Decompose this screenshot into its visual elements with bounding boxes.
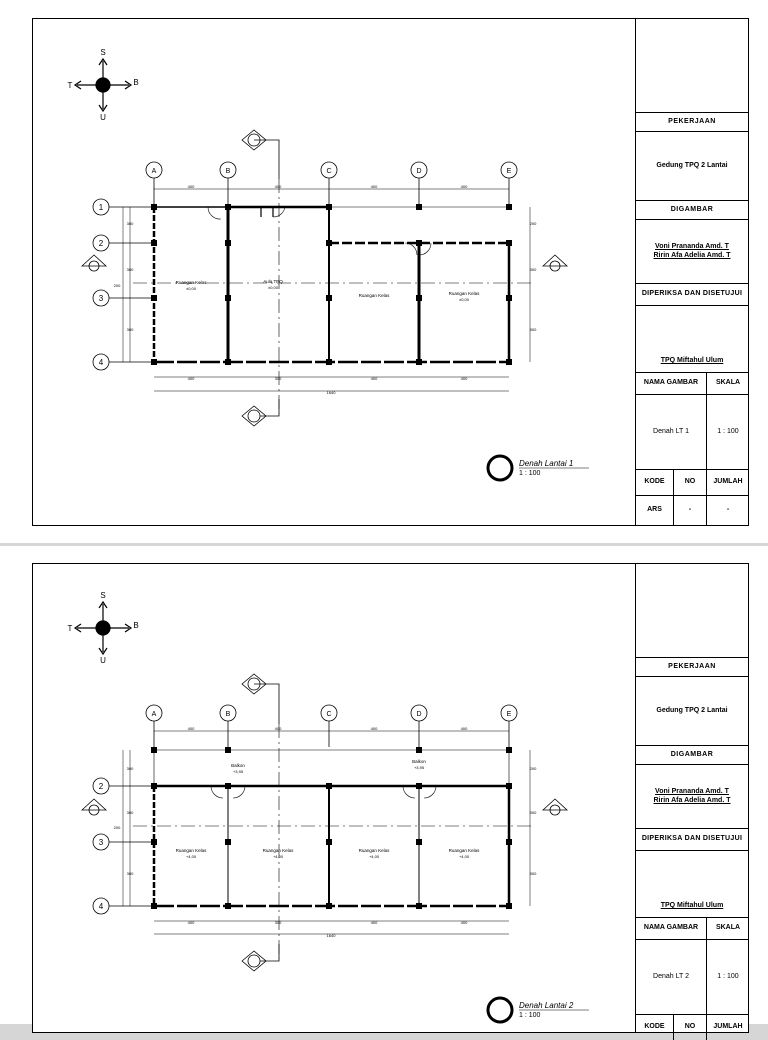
- diperiksa-name: TPQ Miftahul Ulum: [660, 357, 724, 365]
- compass-west-label: T: [67, 81, 73, 90]
- value-skala: 1 : 100: [717, 427, 739, 435]
- room-level-4: ±0,00: [459, 297, 469, 302]
- floor-plan-2: [33, 564, 637, 1034]
- label-skala: SKALA: [715, 379, 741, 387]
- dim-right-3: 300: [529, 871, 537, 876]
- dim-left-2: 300: [126, 267, 134, 272]
- building-walls: [154, 750, 509, 906]
- dim-top-2: 400: [274, 726, 282, 731]
- row-nama-skala-values: [636, 394, 748, 469]
- title-block-1: [635, 19, 748, 525]
- label-pekerjaan: PEKERJAAN: [636, 112, 748, 131]
- value-nama-gambar: Denah LT 1: [636, 395, 707, 469]
- compass-north-label: S: [100, 48, 106, 57]
- value-digambar: [636, 764, 748, 828]
- diperiksa-name: TPQ Miftahul Ulum: [660, 902, 724, 910]
- drawing-scale: 1 : 100: [519, 1012, 541, 1019]
- dim-right-1: 200: [529, 766, 537, 771]
- value-pekerjaan: Gedung TPQ 2 Lantai: [636, 131, 748, 200]
- balcony-level-1: +3,95: [232, 769, 244, 774]
- compass-east-label: B: [133, 621, 139, 630]
- dim-bottom-total: 1640: [326, 390, 336, 395]
- label-digambar: DIGAMBAR: [636, 200, 748, 219]
- room-label-3: Ruangan Kelas: [358, 293, 390, 298]
- compass-north-label: S: [100, 591, 106, 600]
- value-no: -: [674, 496, 707, 525]
- grid-col-c: C: [326, 711, 332, 718]
- compass-west-label: T: [67, 624, 73, 633]
- drawing-title: Denah Lantai 2: [519, 1001, 574, 1010]
- grid-col-c: C: [326, 168, 332, 175]
- balcony-label-1: Balkon: [231, 763, 245, 768]
- grid-row-3: 3: [98, 838, 104, 847]
- room-label-1: Ruangan Kelas: [175, 848, 207, 853]
- drawing-title-marker-icon: [488, 456, 512, 480]
- value-diperiksa: [636, 305, 748, 372]
- label-nama-gambar: NAMA GAMBAR: [636, 373, 707, 394]
- label-jumlah: JUMLAH: [713, 478, 743, 486]
- section-marker-right-icon: [543, 799, 567, 815]
- room-label-3: Ruangan Kelas: [358, 848, 390, 853]
- value-kode: ARS: [636, 496, 674, 525]
- section-marker-right-icon: [543, 255, 567, 271]
- grid-col-e: E: [506, 711, 512, 718]
- sheet-1-frame: [32, 18, 749, 526]
- grid-col-a: A: [151, 711, 157, 718]
- grid-col-d: D: [416, 711, 422, 718]
- digambar-name-2: Ririn Afa Adelia Amd. T: [653, 251, 731, 259]
- dim-bottom-4: 400: [460, 920, 468, 925]
- value-nama-gambar: Denah LT 2: [636, 940, 707, 1014]
- label-kode: KODE: [636, 470, 674, 495]
- row-kode-header: [636, 469, 748, 495]
- dim-bottom-1: 400: [187, 376, 195, 381]
- dim-bottom-total: 1640: [326, 933, 336, 938]
- room-level-4: +4,00: [458, 854, 470, 859]
- dim-left-1: 300: [126, 221, 134, 226]
- dim-bottom-3: 400: [370, 920, 378, 925]
- compass-icon: [75, 59, 131, 111]
- label-nama-gambar: NAMA GAMBAR: [636, 918, 707, 939]
- row-kode-values: [636, 495, 748, 525]
- dim-top-4: 400: [460, 184, 468, 189]
- room-label-4: Ruangan Kelas: [448, 848, 480, 853]
- structural-columns: [151, 747, 512, 909]
- compass-east-label: B: [133, 78, 139, 87]
- dim-left-total: 200: [113, 283, 121, 288]
- value-jumlah: -: [726, 506, 730, 514]
- dim-top-1: 400: [187, 184, 195, 189]
- balcony-level-2: +3,95: [413, 765, 425, 770]
- compass-south-label: U: [100, 113, 106, 122]
- label-no: NO: [674, 470, 707, 495]
- dim-bottom-2: 300: [274, 376, 282, 381]
- label-diperiksa: DIPERIKSA DAN DISETUJUI: [636, 283, 748, 305]
- dim-left-total: 200: [113, 825, 121, 830]
- dim-bottom-3: 400: [370, 376, 378, 381]
- drawing-title-marker-icon: [488, 998, 512, 1022]
- dim-bottom-2: 300: [274, 920, 282, 925]
- row-nama-skala-header: [636, 917, 748, 939]
- dim-top-2: 400: [274, 184, 282, 189]
- dim-top-4: 400: [460, 726, 468, 731]
- section-marker-top-icon: [242, 130, 279, 179]
- room-label-1: Ruangan Kelas: [175, 280, 207, 285]
- row-nama-skala-values: [636, 939, 748, 1014]
- grid-row-4: 4: [98, 358, 104, 367]
- sheet-2: [0, 546, 768, 1031]
- drawing-title: Denah Lantai 1: [519, 459, 574, 468]
- value-pekerjaan: Gedung TPQ 2 Lantai: [636, 676, 748, 745]
- value-digambar: [636, 219, 748, 283]
- label-no: NO: [674, 1015, 707, 1040]
- room-label-4: Ruangan Kelas: [448, 291, 480, 296]
- value-skala: 1 : 100: [717, 972, 739, 980]
- drawing-scale: 1 : 100: [519, 470, 541, 477]
- dim-top-3: 400: [370, 726, 378, 731]
- dim-bottom-4: 400: [460, 376, 468, 381]
- room-level-3: +4,00: [368, 854, 380, 859]
- label-diperiksa: DIPERIKSA DAN DISETUJUI: [636, 828, 748, 850]
- digambar-name-1: Voni Prananda Amd. T: [655, 242, 729, 250]
- label-kode: KODE: [636, 1015, 674, 1040]
- grid-col-d: D: [416, 168, 422, 175]
- title-block-2: [635, 564, 748, 1032]
- section-marker-top-icon: [242, 674, 279, 724]
- section-marker-left-icon: [82, 799, 106, 815]
- compass-south-label: U: [100, 656, 106, 665]
- label-digambar: DIGAMBAR: [636, 745, 748, 764]
- dim-right-3: 300: [529, 327, 537, 332]
- compass-icon: [75, 602, 131, 654]
- section-marker-bottom-icon: [242, 399, 279, 426]
- sheet-2-frame: [32, 563, 749, 1033]
- dim-right-2: 300: [529, 810, 537, 815]
- section-marker-left-icon: [82, 255, 106, 271]
- room-level-2: +4,00: [272, 854, 284, 859]
- dim-left-1: 300: [126, 766, 134, 771]
- grid-row-2: 2: [98, 782, 104, 791]
- grid-row-4: 4: [98, 902, 104, 911]
- grid-col-e: E: [506, 168, 512, 175]
- room-level-2: ±0,00: [268, 285, 278, 290]
- building-walls: [154, 207, 509, 362]
- grid-row-3: 3: [98, 294, 104, 303]
- balcony-label-2: Balkon: [412, 759, 426, 764]
- dim-left-3: 300: [126, 327, 134, 332]
- grid-col-b: B: [225, 168, 231, 175]
- dim-top-1: 400: [187, 726, 195, 731]
- grid-col-b: B: [225, 711, 231, 718]
- room-label-2: Ruangan Kelas: [262, 848, 294, 853]
- value-diperiksa: [636, 850, 748, 917]
- label-jumlah: JUMLAH: [713, 1023, 743, 1031]
- dim-right-1: 200: [529, 221, 537, 226]
- room-label-2: Aula TPQ: [263, 279, 283, 284]
- floor-plan-1: [33, 19, 637, 525]
- digambar-name-1: Voni Prananda Amd. T: [655, 787, 729, 795]
- grid-row-1: 1: [98, 203, 104, 212]
- digambar-name-2: Ririn Afa Adelia Amd. T: [653, 796, 731, 804]
- room-level-1: ±0,00: [186, 286, 196, 291]
- row-kode-header: [636, 1014, 748, 1040]
- dim-right-2: 300: [529, 267, 537, 272]
- row-nama-skala-header: [636, 372, 748, 394]
- grid-col-a: A: [151, 168, 157, 175]
- label-skala: SKALA: [715, 924, 741, 932]
- grid-row-2: 2: [98, 239, 104, 248]
- room-level-1: +4,00: [185, 854, 197, 859]
- label-pekerjaan: PEKERJAAN: [636, 657, 748, 676]
- dim-left-2: 300: [126, 810, 134, 815]
- dim-top-3: 400: [370, 184, 378, 189]
- dim-left-3: 300: [126, 871, 134, 876]
- dim-bottom-1: 400: [187, 920, 195, 925]
- section-marker-bottom-icon: [242, 944, 279, 971]
